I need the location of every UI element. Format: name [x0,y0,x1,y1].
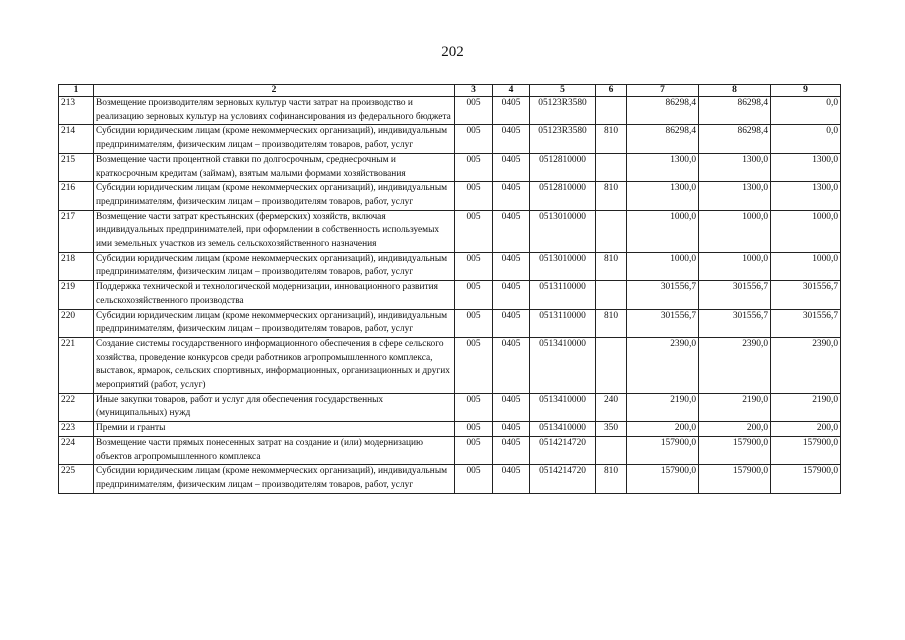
amount-col-7: 157900,0 [627,465,699,493]
target-article-code: 05123R3580 [530,125,596,153]
section-code: 0405 [493,422,530,437]
column-header: 6 [596,85,627,97]
amount-col-8: 157900,0 [699,465,771,493]
row-description: Субсидии юридическим лицам (кроме некоммерческих организаций), индивидуальным предпринимателям, физическим лицам – производителям товаров, работ, услуг [94,125,455,153]
ministry-code: 005 [455,422,493,437]
row-description: Возмещение части прямых понесенных затрат на создание и (или) модернизацию объектов агропромышленного комплекса [94,436,455,464]
row-description: Субсидии юридическим лицам (кроме некоммерческих организаций), индивидуальным предпринимателям, физическим лицам – производителям товаров, работ, услуг [94,309,455,337]
table-row [59,182,841,210]
expense-type-code: 810 [596,309,627,337]
section-code: 0405 [493,252,530,280]
table-row [59,436,841,464]
budget-table [58,84,841,494]
amount-col-8: 2190,0 [699,393,771,421]
expense-type-code [596,436,627,464]
amount-col-9: 1000,0 [771,252,841,280]
target-article-code: 0512810000 [530,182,596,210]
section-code: 0405 [493,393,530,421]
column-header: 8 [699,85,771,97]
row-description: Поддержка технической и технологической модернизации, инновационного развития сельскохозяйственного производства [94,281,455,309]
ministry-code: 005 [455,153,493,181]
target-article-code: 0514214720 [530,465,596,493]
expense-type-code: 810 [596,182,627,210]
section-code: 0405 [493,465,530,493]
ministry-code: 005 [455,182,493,210]
expense-type-code: 810 [596,252,627,280]
row-description: Возмещение части процентной ставки по долгосрочным, среднесрочным и краткосрочным кредитам (займам), взятым малыми формами хозяйствования [94,153,455,181]
amount-col-7: 1000,0 [627,252,699,280]
section-code: 0405 [493,153,530,181]
row-description: Субсидии юридическим лицам (кроме некоммерческих организаций), индивидуальным предпринимателям, физическим лицам – производителям товаров, работ, услуг [94,182,455,210]
column-header: 9 [771,85,841,97]
section-code: 0405 [493,436,530,464]
amount-col-9: 1300,0 [771,153,841,181]
expense-type-code [596,210,627,252]
target-article-code: 0513410000 [530,393,596,421]
ministry-code: 005 [455,309,493,337]
amount-col-7: 301556,7 [627,281,699,309]
amount-col-8: 2390,0 [699,337,771,393]
table-row [59,393,841,421]
target-article-code: 0513110000 [530,281,596,309]
expense-type-code: 240 [596,393,627,421]
target-article-code: 0513410000 [530,422,596,437]
amount-col-8: 86298,4 [699,97,771,125]
target-article-code: 0514214720 [530,436,596,464]
amount-col-8: 1000,0 [699,210,771,252]
row-description: Создание системы государственного информационного обеспечения в сфере сельского хозяйства, проведение конкурсов среди работников агропромышленного комплекса, выставок, ярмарок, сельских спортивных, информационных, организационных и других мероприятий (работ, услуг) [94,337,455,393]
row-number: 213 [59,97,94,125]
row-number: 216 [59,182,94,210]
section-code: 0405 [493,309,530,337]
row-description: Возмещение производителям зерновых культур части затрат на производство и реализацию зерновых культур на условиях софинансирования из федерального бюджета [94,97,455,125]
row-number: 221 [59,337,94,393]
expense-type-code [596,97,627,125]
row-description: Возмещение части затрат крестьянских (фермерских) хозяйств, включая индивидуальных предпринимателей, при оформлении в собственность используемых ими земельных участков из земель сельскохозяйственного назначения [94,210,455,252]
expense-type-code [596,153,627,181]
amount-col-8: 1300,0 [699,153,771,181]
amount-col-8: 200,0 [699,422,771,437]
row-description: Субсидии юридическим лицам (кроме некоммерческих организаций), индивидуальным предпринимателям, физическим лицам – производителям товаров, работ, услуг [94,252,455,280]
target-article-code: 0512810000 [530,153,596,181]
amount-col-7: 86298,4 [627,125,699,153]
row-number: 224 [59,436,94,464]
section-code: 0405 [493,210,530,252]
section-code: 0405 [493,182,530,210]
row-number: 217 [59,210,94,252]
column-header: 4 [493,85,530,97]
amount-col-9: 301556,7 [771,281,841,309]
expense-type-code: 810 [596,125,627,153]
ministry-code: 005 [455,393,493,421]
amount-col-9: 1300,0 [771,182,841,210]
ministry-code: 005 [455,252,493,280]
amount-col-7: 200,0 [627,422,699,437]
amount-col-7: 86298,4 [627,97,699,125]
amount-col-8: 301556,7 [699,309,771,337]
section-code: 0405 [493,337,530,393]
amount-col-8: 157900,0 [699,436,771,464]
amount-col-7: 2190,0 [627,393,699,421]
section-code: 0405 [493,125,530,153]
amount-col-8: 1000,0 [699,252,771,280]
expense-type-code [596,281,627,309]
ministry-code: 005 [455,125,493,153]
amount-col-9: 2390,0 [771,337,841,393]
row-number: 220 [59,309,94,337]
amount-col-9: 200,0 [771,422,841,437]
row-number: 222 [59,393,94,421]
table-row [59,252,841,280]
column-header: 2 [94,85,455,97]
amount-col-8: 86298,4 [699,125,771,153]
amount-col-9: 301556,7 [771,309,841,337]
amount-col-8: 301556,7 [699,281,771,309]
amount-col-7: 1000,0 [627,210,699,252]
amount-col-9: 2190,0 [771,393,841,421]
column-header: 5 [530,85,596,97]
target-article-code: 0513010000 [530,210,596,252]
row-description: Субсидии юридическим лицам (кроме некоммерческих организаций), индивидуальным предпринимателям, физическим лицам – производителям товаров, работ, услуг [94,465,455,493]
expense-type-code: 350 [596,422,627,437]
amount-col-7: 2390,0 [627,337,699,393]
table-row [59,210,841,252]
row-description: Премии и гранты [94,422,455,437]
ministry-code: 005 [455,436,493,464]
amount-col-9: 157900,0 [771,436,841,464]
ministry-code: 005 [455,210,493,252]
row-number: 214 [59,125,94,153]
row-number: 219 [59,281,94,309]
amount-col-7: 1300,0 [627,153,699,181]
expense-type-code [596,337,627,393]
amount-col-9: 0,0 [771,97,841,125]
target-article-code: 0513410000 [530,337,596,393]
table-row [59,309,841,337]
target-article-code: 0513110000 [530,309,596,337]
row-number: 225 [59,465,94,493]
page-number: 202 [441,44,464,60]
amount-col-9: 0,0 [771,125,841,153]
table-row [59,281,841,309]
amount-col-9: 1000,0 [771,210,841,252]
table-row [59,153,841,181]
ministry-code: 005 [455,465,493,493]
section-code: 0405 [493,281,530,309]
column-header: 7 [627,85,699,97]
ministry-code: 005 [455,281,493,309]
table-row [59,97,841,125]
amount-col-7: 157900,0 [627,436,699,464]
row-number: 223 [59,422,94,437]
expense-type-code: 810 [596,465,627,493]
target-article-code: 05123R3580 [530,97,596,125]
ministry-code: 005 [455,97,493,125]
table-row [59,125,841,153]
amount-col-8: 1300,0 [699,182,771,210]
amount-col-7: 1300,0 [627,182,699,210]
target-article-code: 0513010000 [530,252,596,280]
amount-col-9: 157900,0 [771,465,841,493]
section-code: 0405 [493,97,530,125]
table-header-row [59,85,841,97]
row-description: Иные закупки товаров, работ и услуг для обеспечения государственных (муниципальных) нужд [94,393,455,421]
amount-col-7: 301556,7 [627,309,699,337]
column-header: 1 [59,85,94,97]
row-number: 215 [59,153,94,181]
table-body [59,97,841,494]
table-row [59,422,841,437]
row-number: 218 [59,252,94,280]
table-row [59,465,841,493]
ministry-code: 005 [455,337,493,393]
column-header: 3 [455,85,493,97]
table-row [59,337,841,393]
